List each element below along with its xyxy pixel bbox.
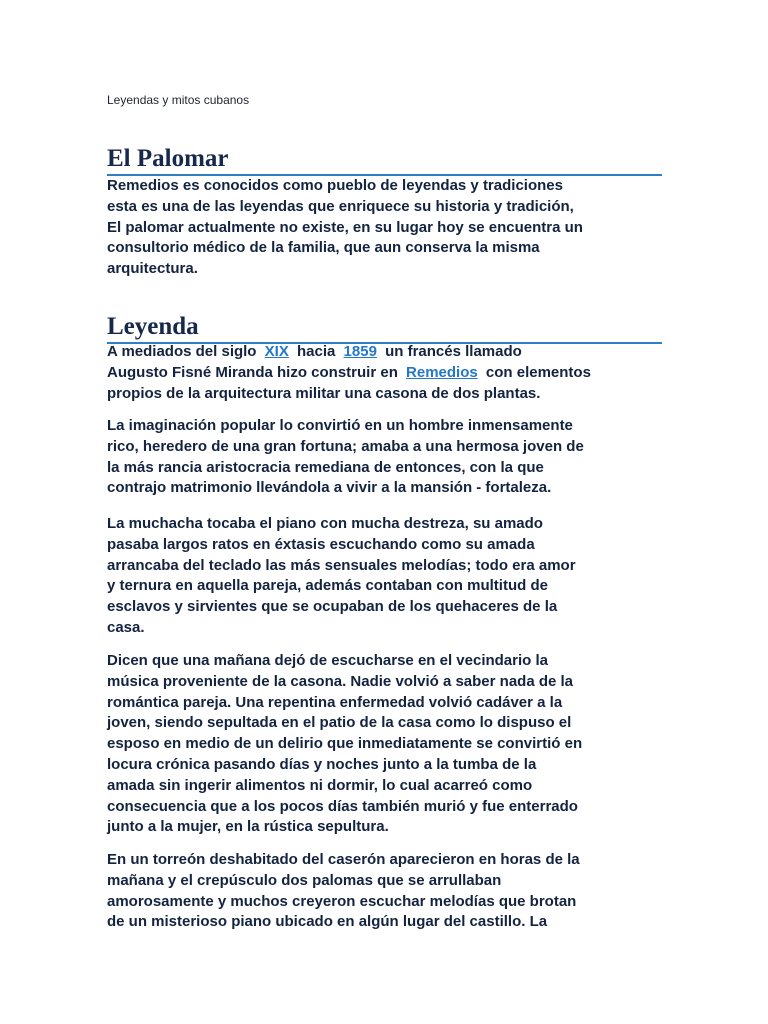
text-line: casa.: [107, 618, 145, 636]
text-line: propios de la arquitectura militar una casona de dos plantas.: [107, 384, 541, 402]
text-line: esclavos y sirvientes que se ocupaban de los quehaceres de la: [107, 598, 558, 616]
text-line: Dicen que una mañana dejó de escucharse en el vecindario la: [107, 652, 548, 669]
text-line: música proveniente de la casona. Nadie volvió a saber nada de la: [107, 672, 574, 690]
text-line: La imaginación popular lo convirtió en un hombre inmensamente: [107, 417, 573, 434]
paragraph-imaginacion: [107, 416, 667, 499]
text-line: arquitectura.: [107, 260, 198, 278]
text-line: y ternura en aquella pareja, además contaban con multitud de: [107, 577, 548, 595]
section-title-leyenda: Leyenda: [107, 312, 662, 344]
text-line: amorosamente y muchos creyeron escuchar melodías que brotan: [107, 892, 577, 910]
text-line: la más rancia aristocracia remediana de entonces, con la que: [107, 458, 544, 476]
text-line: La muchacha tocaba el piano con mucha destreza, su amado: [107, 515, 543, 532]
text-line: de un misterioso piano ubicado en algún lugar del castillo. La: [107, 913, 548, 931]
text-run: hacia: [297, 343, 336, 360]
text-run: A mediados del siglo: [107, 343, 257, 360]
text-line: Remedios es conocidos como pueblo de leyendas y tradiciones: [107, 177, 563, 194]
text-line: mañana y el crepúsculo dos palomas que se arrullaban: [107, 871, 502, 889]
text-line: esposo en medio de un delirio que inmediatamente se convirtió en: [107, 735, 583, 753]
paragraph-torreon: [107, 850, 667, 933]
text-line: consecuencia que a los pocos días también murió y fue enterrado: [107, 797, 578, 815]
text-line: consultorio médico de la familia, que aun conserva la misma: [107, 239, 540, 257]
text-line: romántica pareja. Una repentina enfermedad volvió cadáver a la: [107, 693, 563, 711]
paragraph-leyenda-intro: [107, 342, 667, 404]
paragraph-dicen: [107, 651, 667, 838]
text-line: esta es una de las leyendas que enriquece su historia y tradición,: [107, 197, 574, 215]
text-line: locura crónica pasando días y noches junto a la tumba de la: [107, 755, 537, 773]
paragraph-palomar-intro: [107, 176, 667, 280]
text-line: amada sin ingerir alimentos ni dormir, lo cual acarreó como: [107, 776, 533, 794]
section-title-el-palomar: El Palomar: [107, 144, 662, 176]
link-remedios[interactable]: Remedios: [406, 363, 478, 381]
text-line: arrancaba del teclado las más sensuales melodías; todo era amor: [107, 556, 576, 574]
text-line: En un torreón deshabitado del caserón aparecieron en horas de la: [107, 851, 580, 868]
text-run: Augusto Fisné Miranda hizo construir en: [107, 363, 398, 381]
text-line: El palomar actualmente no existe, en su lugar hoy se encuentra un: [107, 218, 583, 236]
text-line: contrajo matrimonio llevándola a vivir a la mansión - fortaleza.: [107, 479, 552, 497]
text-line: pasaba largos ratos en éxtasis escuchando como su amada: [107, 535, 535, 553]
text-line: junto a la mujer, en la rústica sepultura.: [107, 818, 389, 836]
link-century[interactable]: XIX: [264, 343, 289, 360]
text-run: con elementos: [485, 363, 591, 381]
link-year[interactable]: 1859: [343, 343, 377, 360]
document-header: Leyendas y mitos cubanos: [107, 93, 250, 107]
text-line: joven, siendo sepultada en el patio de la casa como lo dispuso el: [107, 714, 572, 732]
text-run: un francés llamado: [385, 343, 522, 360]
text-line: rico, heredero de una gran fortuna; amaba a una hermosa joven de: [107, 437, 584, 455]
paragraph-muchacha: [107, 514, 667, 639]
